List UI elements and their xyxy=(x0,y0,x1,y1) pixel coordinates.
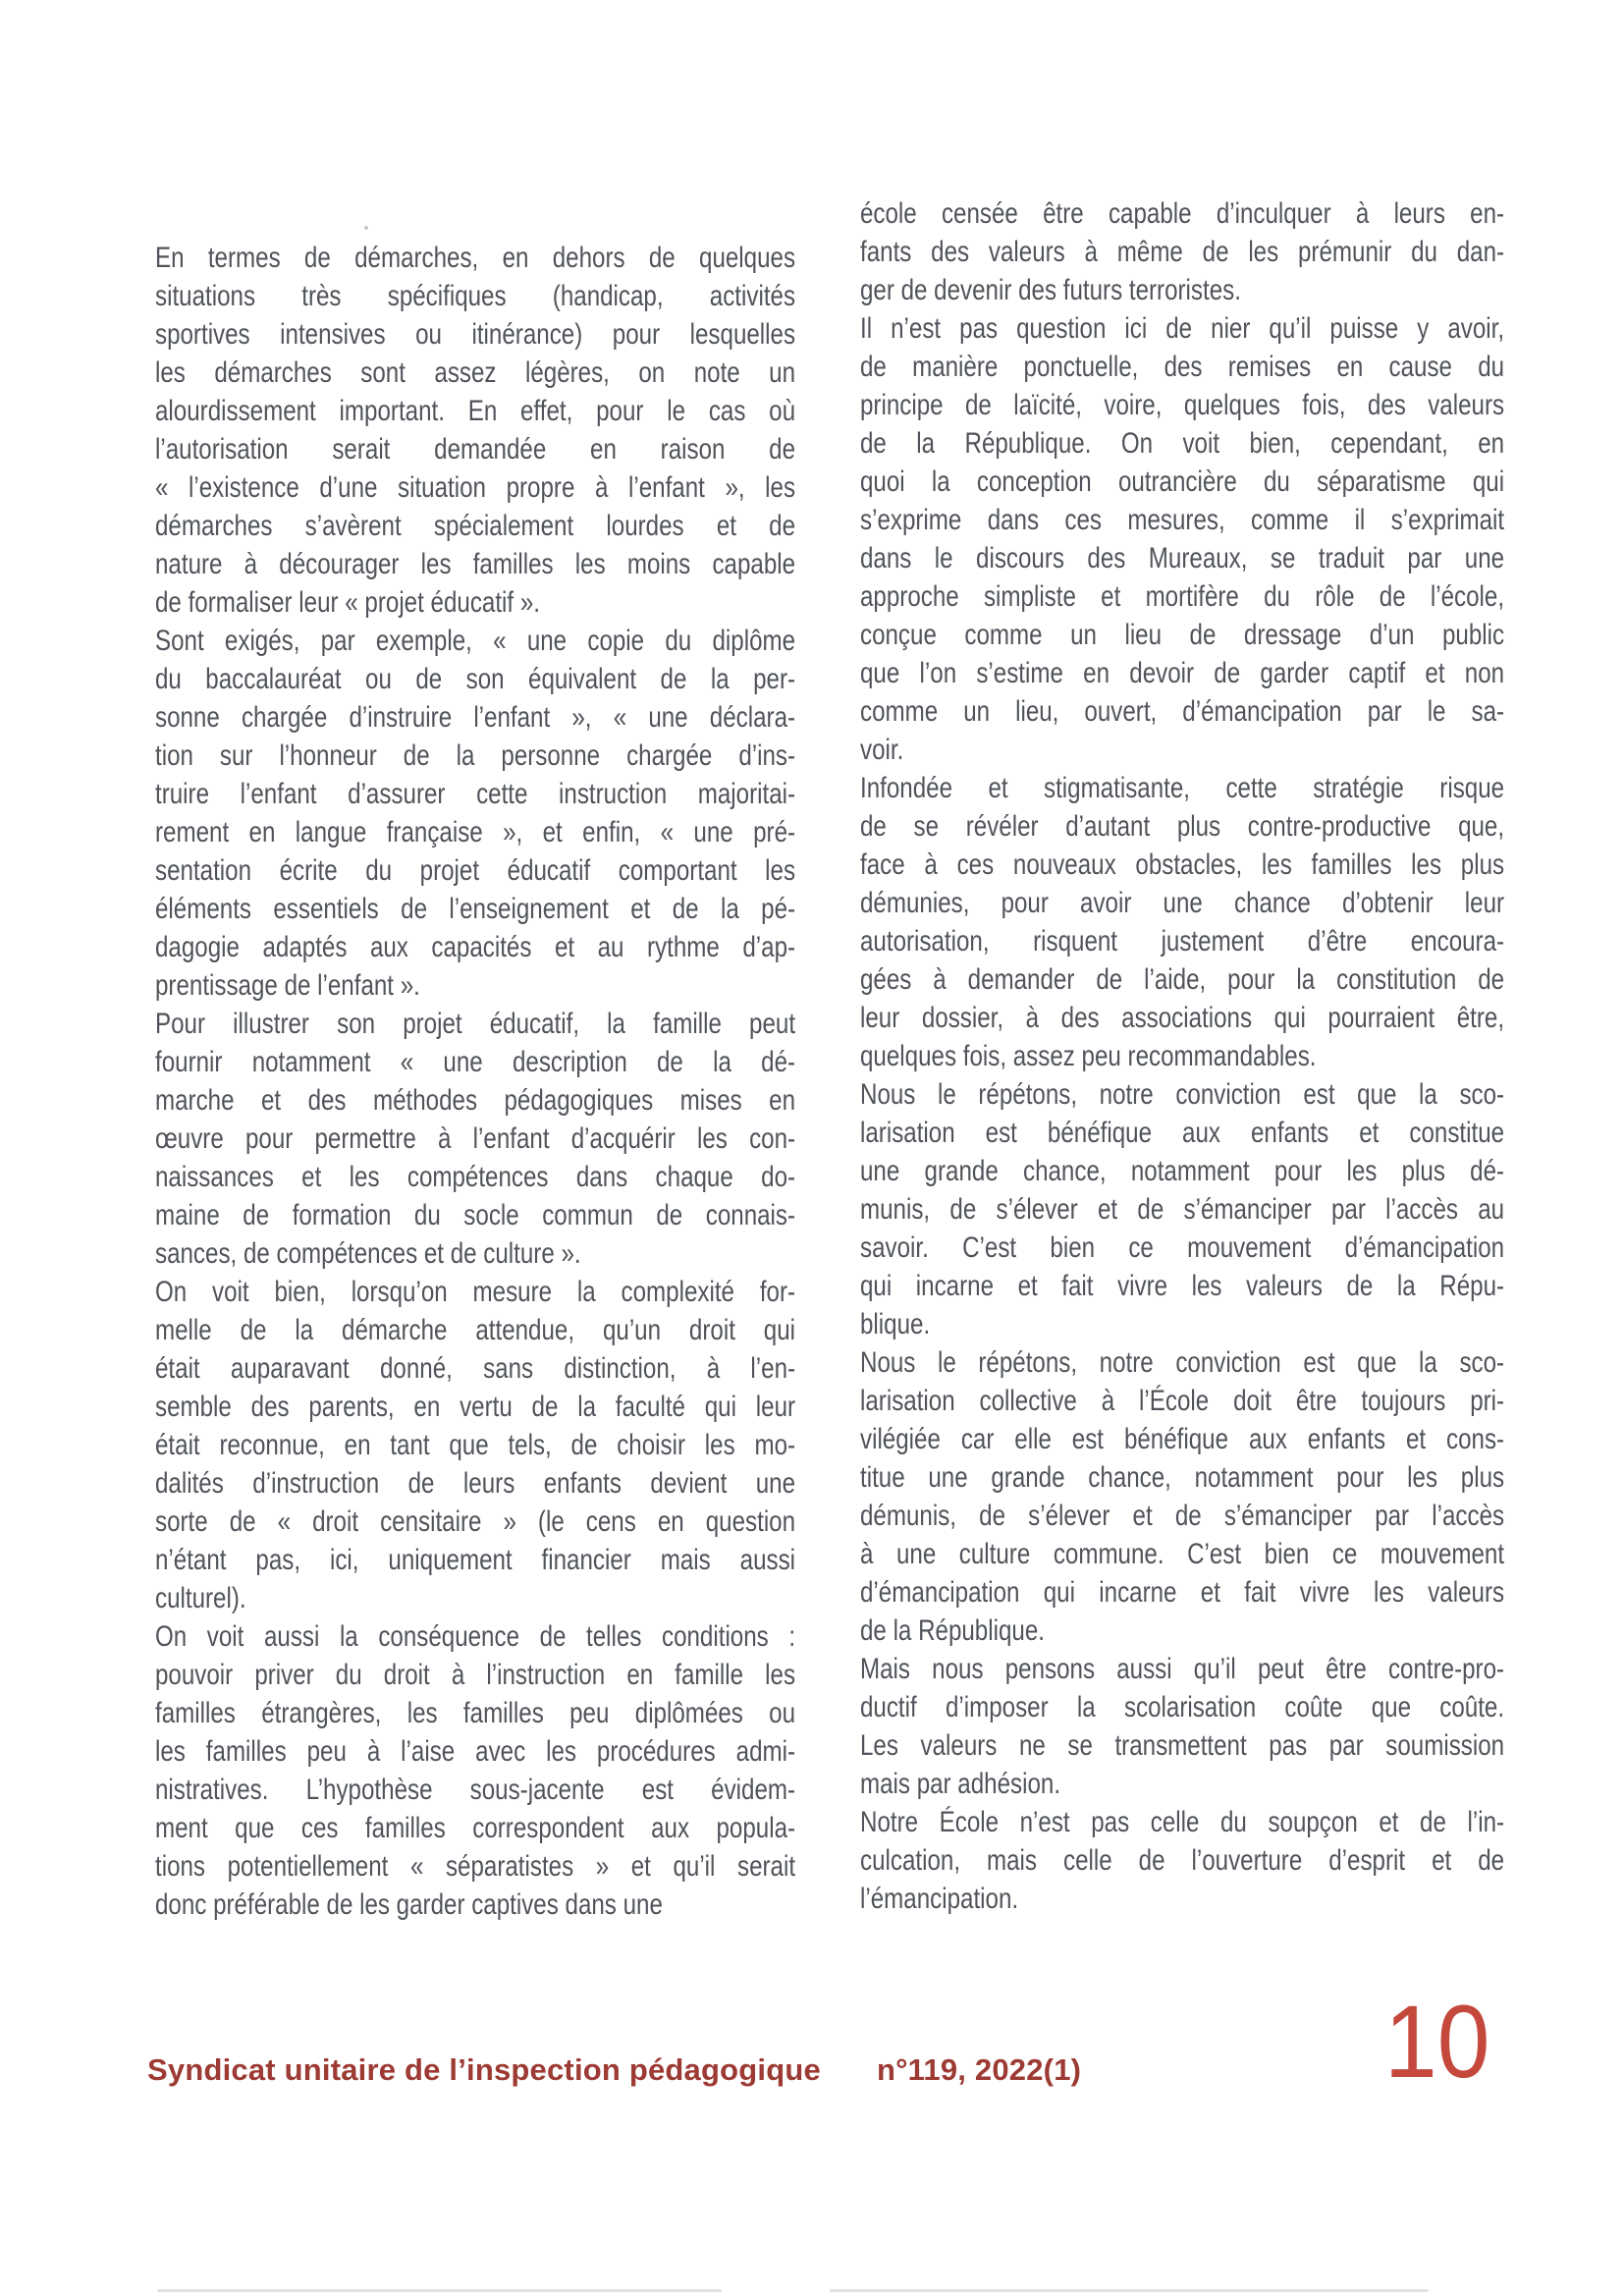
journal-title: Syndicat unitaire de l’inspection pédagogique xyxy=(147,2052,821,2087)
text-line: voir. xyxy=(860,734,904,766)
text-line: Sont exigés, par exemple, « une copie du diplôme xyxy=(155,625,796,657)
text-line: était reconnue, en tant que tels, de choisir les mo- xyxy=(155,1429,796,1461)
text-line: école censée être capable d’inculquer à leurs en- xyxy=(860,197,1505,230)
text-line: ment que ces familles correspondent aux popula- xyxy=(155,1812,796,1844)
text-line: approche simpliste et mortifère du rôle de l’école, xyxy=(860,580,1505,613)
text-line: Il n’est pas question ici de nier qu’il puisse y avoir, xyxy=(860,312,1505,345)
text-line: prentissage de l’enfant ». xyxy=(155,969,420,1002)
text-line: munis, de s’élever et de s’émanciper par l’accès au xyxy=(860,1193,1505,1226)
text-line: blique. xyxy=(860,1308,931,1340)
text-line: ductif d’imposer la scolarisation coûte que coûte. xyxy=(860,1691,1505,1723)
text-line: sportives intensives ou itinérance) pour lesquelles xyxy=(155,318,796,351)
text-line: quoi la conception outrancière du séparatisme qui xyxy=(860,465,1505,498)
text-line: de formaliser leur « projet éducatif ». xyxy=(155,586,540,619)
text-line: éléments essentiels de l’enseignement et de la pé- xyxy=(155,893,796,925)
text-line: familles étrangères, les familles peu diplômées ou xyxy=(155,1697,796,1729)
scan-speck xyxy=(364,226,368,230)
text-line: face à ces nouveaux obstacles, les familles les plus xyxy=(860,848,1505,881)
text-line: l’autorisation serait demandée en raison de xyxy=(155,433,796,465)
text-line: larisation collective à l’École doit être toujours pri- xyxy=(860,1385,1505,1417)
text-line: dagogie adaptés aux capacités et au rythme d’ap- xyxy=(155,931,796,963)
text-line: « l’existence d’une situation propre à l’enfant », les xyxy=(155,471,796,504)
text-column-right xyxy=(860,194,1624,1918)
text-line: quelques fois, assez peu recommandables. xyxy=(860,1040,1317,1072)
text-line: marche et des méthodes pédagogiques mises en xyxy=(155,1084,796,1117)
text-line: une grande chance, notamment pour les plus dé- xyxy=(860,1155,1505,1187)
text-line: autorisation, risquent justement d’être encoura- xyxy=(860,925,1505,957)
text-line: gées à demander de l’aide, pour la constitution de xyxy=(860,963,1505,996)
text-line: Infondée et stigmatisante, cette stratégie risque xyxy=(860,772,1505,804)
text-line: dalités d’instruction de leurs enfants devient une xyxy=(155,1467,796,1500)
text-column-left xyxy=(155,239,950,1924)
text-line: conçue comme un lieu de dressage d’un public xyxy=(860,619,1505,651)
text-line: les démarches sont assez légères, on note un xyxy=(155,356,796,389)
text-line: dans le discours des Mureaux, se traduit par une xyxy=(860,542,1505,574)
text-line: Notre École n’est pas celle du soupçon et de l’in- xyxy=(860,1806,1505,1838)
text-line: maine de formation du socle commun de connais- xyxy=(155,1199,796,1231)
text-line: situations très spécifiques (handicap, activités xyxy=(155,280,796,312)
issue-number: n°119, 2022(1) xyxy=(876,2052,1082,2087)
text-line: de la République. xyxy=(860,1614,1045,1647)
text-line: En termes de démarches, en dehors de quelques xyxy=(155,242,796,274)
text-line: sorte de « droit censitaire » (le cens en question xyxy=(155,1505,796,1538)
text-line: à une culture commune. C’est bien ce mouvement xyxy=(860,1538,1505,1570)
text-line: était auparavant donné, sans distinction, à l’en- xyxy=(155,1352,796,1385)
page-number: 10 xyxy=(1384,1985,1490,2100)
text-line: nature à décourager les familles les moins capable xyxy=(155,548,796,580)
text-line: sances, de compétences et de culture ». xyxy=(155,1237,581,1270)
text-line: que l’on s’estime en devoir de garder captif et non xyxy=(860,657,1505,689)
text-line: leur dossier, à des associations qui pourraient être, xyxy=(860,1002,1505,1034)
text-line: larisation est bénéfique aux enfants et constitue xyxy=(860,1117,1505,1149)
text-line: de la République. On voit bien, cependant, en xyxy=(860,427,1505,460)
text-line: donc préférable de les garder captives dans une xyxy=(155,1888,663,1921)
text-line: principe de laïcité, voire, quelques fois, des valeurs xyxy=(860,389,1505,421)
text-line: tion sur l’honneur de la personne chargée d’ins- xyxy=(155,739,796,772)
footer xyxy=(147,2052,1081,2088)
text-line: melle de la démarche attendue, qu’un droit qui xyxy=(155,1314,796,1346)
text-line: Nous le répétons, notre conviction est que la sco- xyxy=(860,1346,1505,1379)
text-line: savoir. C’est bien ce mouvement d’émancipation xyxy=(860,1231,1505,1264)
text-line: mais par adhésion. xyxy=(860,1768,1061,1800)
text-line: Nous le répétons, notre conviction est que la sco- xyxy=(860,1078,1505,1111)
text-line: de se révéler d’autant plus contre-productive que, xyxy=(860,810,1505,843)
text-line: œuvre pour permettre à l’enfant d’acquérir les con- xyxy=(155,1122,796,1155)
text-line: semble des parents, en vertu de la faculté qui leur xyxy=(155,1391,796,1423)
text-line: truire l’enfant d’assurer cette instruction majoritai- xyxy=(155,778,796,810)
text-line: Les valeurs ne se transmettent pas par soumission xyxy=(860,1729,1505,1762)
text-line: ger de devenir des futurs terroristes. xyxy=(860,274,1241,306)
text-line: l’émancipation. xyxy=(860,1883,1019,1915)
text-line: culturel). xyxy=(155,1582,246,1614)
text-line: d’émancipation qui incarne et fait vivre les valeurs xyxy=(860,1576,1505,1609)
text-line: rement en langue française », et enfin, « une pré- xyxy=(155,816,796,848)
text-line: qui incarne et fait vivre les valeurs de la Répu- xyxy=(860,1270,1505,1302)
text-line: démarches s’avèrent spécialement lourdes et de xyxy=(155,510,796,542)
text-line: nistratives. L’hypothèse sous-jacente est évidem- xyxy=(155,1774,796,1806)
text-line: comme un lieu, ouvert, d’émancipation par le sa- xyxy=(860,695,1505,728)
text-line: Mais nous pensons aussi qu’il peut être contre-pro- xyxy=(860,1653,1505,1685)
text-line: titue une grande chance, notamment pour les plus xyxy=(860,1461,1505,1494)
text-line: de manière ponctuelle, des remises en cause du xyxy=(860,351,1505,383)
text-line: On voit aussi la conséquence de telles conditions : xyxy=(155,1620,796,1653)
text-line: sentation écrite du projet éducatif comportant les xyxy=(155,854,796,887)
text-line: naissances et les compétences dans chaque do- xyxy=(155,1161,796,1193)
text-line: tions potentiellement « séparatistes » et qu’il serait xyxy=(155,1850,796,1883)
text-line: démunies, pour avoir une chance d’obtenir leur xyxy=(860,887,1505,919)
text-line: On voit bien, lorsqu’on mesure la complexité for- xyxy=(155,1276,796,1308)
text-line: s’exprime dans ces mesures, comme il s’exprimait xyxy=(860,504,1505,536)
text-line: vilégiée car elle est bénéfique aux enfants et cons- xyxy=(860,1423,1505,1455)
text-line: fants des valeurs à même de les prémunir du dan- xyxy=(860,236,1505,268)
text-line: les familles peu à l’aise avec les procédures admi- xyxy=(155,1735,796,1768)
text-line: Pour illustrer son projet éducatif, la famille peut xyxy=(155,1008,796,1040)
text-line: culcation, mais celle de l’ouverture d’esprit et de xyxy=(860,1844,1505,1877)
scan-streak xyxy=(830,2289,1429,2292)
text-line: alourdissement important. En effet, pour le cas où xyxy=(155,395,796,427)
text-line: fournir notamment « une description de la dé- xyxy=(155,1046,796,1078)
text-line: sonne chargée d’instruire l’enfant », « une déclara- xyxy=(155,701,796,734)
scan-streak xyxy=(157,2289,722,2292)
text-line: du baccalauréat ou de son équivalent de la per- xyxy=(155,663,796,695)
text-line: démunis, de s’élever et de s’émanciper par l’accès xyxy=(860,1500,1505,1532)
text-line: n’étant pas, ici, uniquement financier mais aussi xyxy=(155,1544,796,1576)
text-line: pouvoir priver du droit à l’instruction en famille les xyxy=(155,1659,796,1691)
